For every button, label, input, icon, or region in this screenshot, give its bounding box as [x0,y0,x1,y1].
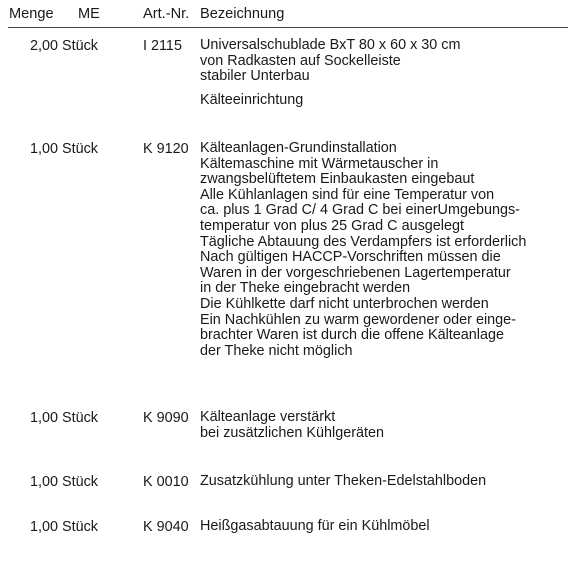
description-line: Waren in der vorgeschriebenen Lagertemperatur [200,264,511,281]
description-line: zwangsbelüftetem Einbaukasten eingebaut [200,171,475,188]
description-line: brachter Waren ist durch die offene Kälteanlage [200,327,504,344]
description-line: bei zusätzlichen Kühlgeräten [200,424,385,441]
description-line: temperatur von plus 25 Grad C ausgelegt [200,217,464,234]
header-divider [8,27,568,28]
description-line: der Theke nicht möglich [200,342,353,359]
description-line: Kälteanlage verstärkt [200,409,336,425]
item-quantity: 1,00 Stück [30,474,98,490]
description-line: Nach gültigen HACCP-Vorschriften müssen die [200,249,501,266]
table-header [0,6,576,28]
description-line: Kälteeinrichtung [200,91,304,108]
item-description [200,474,574,490]
description-line: Die Kühlkette darf nicht unterbrochen werden [200,295,489,312]
item-quantity: 1,00 Stück [30,141,98,157]
description-line: Alle Kühlanlagen sind für eine Temperatur von [200,186,495,203]
item-article-number: K 0010 [143,474,189,490]
item-description [200,38,574,108]
description-line: in der Theke eingebracht werden [200,280,411,297]
header-bezeichnung: Bezeichnung [200,6,285,22]
item-article-number: I 2115 [143,38,182,54]
item-quantity: 1,00 Stück [30,519,98,535]
description-line: Tägliche Abtauung des Verdampfers ist erforderlich [200,233,527,250]
description-line: Universalschublade BxT 80 x 60 x 30 cm [200,37,461,53]
description-line: Kältemaschine mit Wärmetauscher in [200,155,439,172]
description-line: Zusatzkühlung unter Theken-Edelstahlboden [200,473,487,489]
description-line: Kälteanlagen-Grundinstallation [200,140,397,156]
item-article-number: K 9090 [143,410,189,426]
item-article-number: K 9120 [143,141,189,157]
item-description [200,519,574,535]
item-quantity: 1,00 Stück [30,410,98,426]
item-description [200,410,574,441]
header-me: ME [78,6,100,22]
description-line: von Radkasten auf Sockelleiste [200,52,401,69]
description-line: Ein Nachkühlen zu warm gewordener oder einge- [200,311,516,328]
header-artnr: Art.-Nr. [143,6,190,22]
description-line: stabiler Unterbau [200,68,310,85]
item-quantity: 2,00 Stück [30,38,98,54]
item-description [200,141,574,359]
item-article-number: K 9040 [143,519,189,535]
header-menge: Menge [9,6,54,22]
description-line: ca. plus 1 Grad C/ 4 Grad C bei einerUmgebungs- [200,202,520,219]
description-line: Heißgasabtauung für ein Kühlmöbel [200,518,430,534]
